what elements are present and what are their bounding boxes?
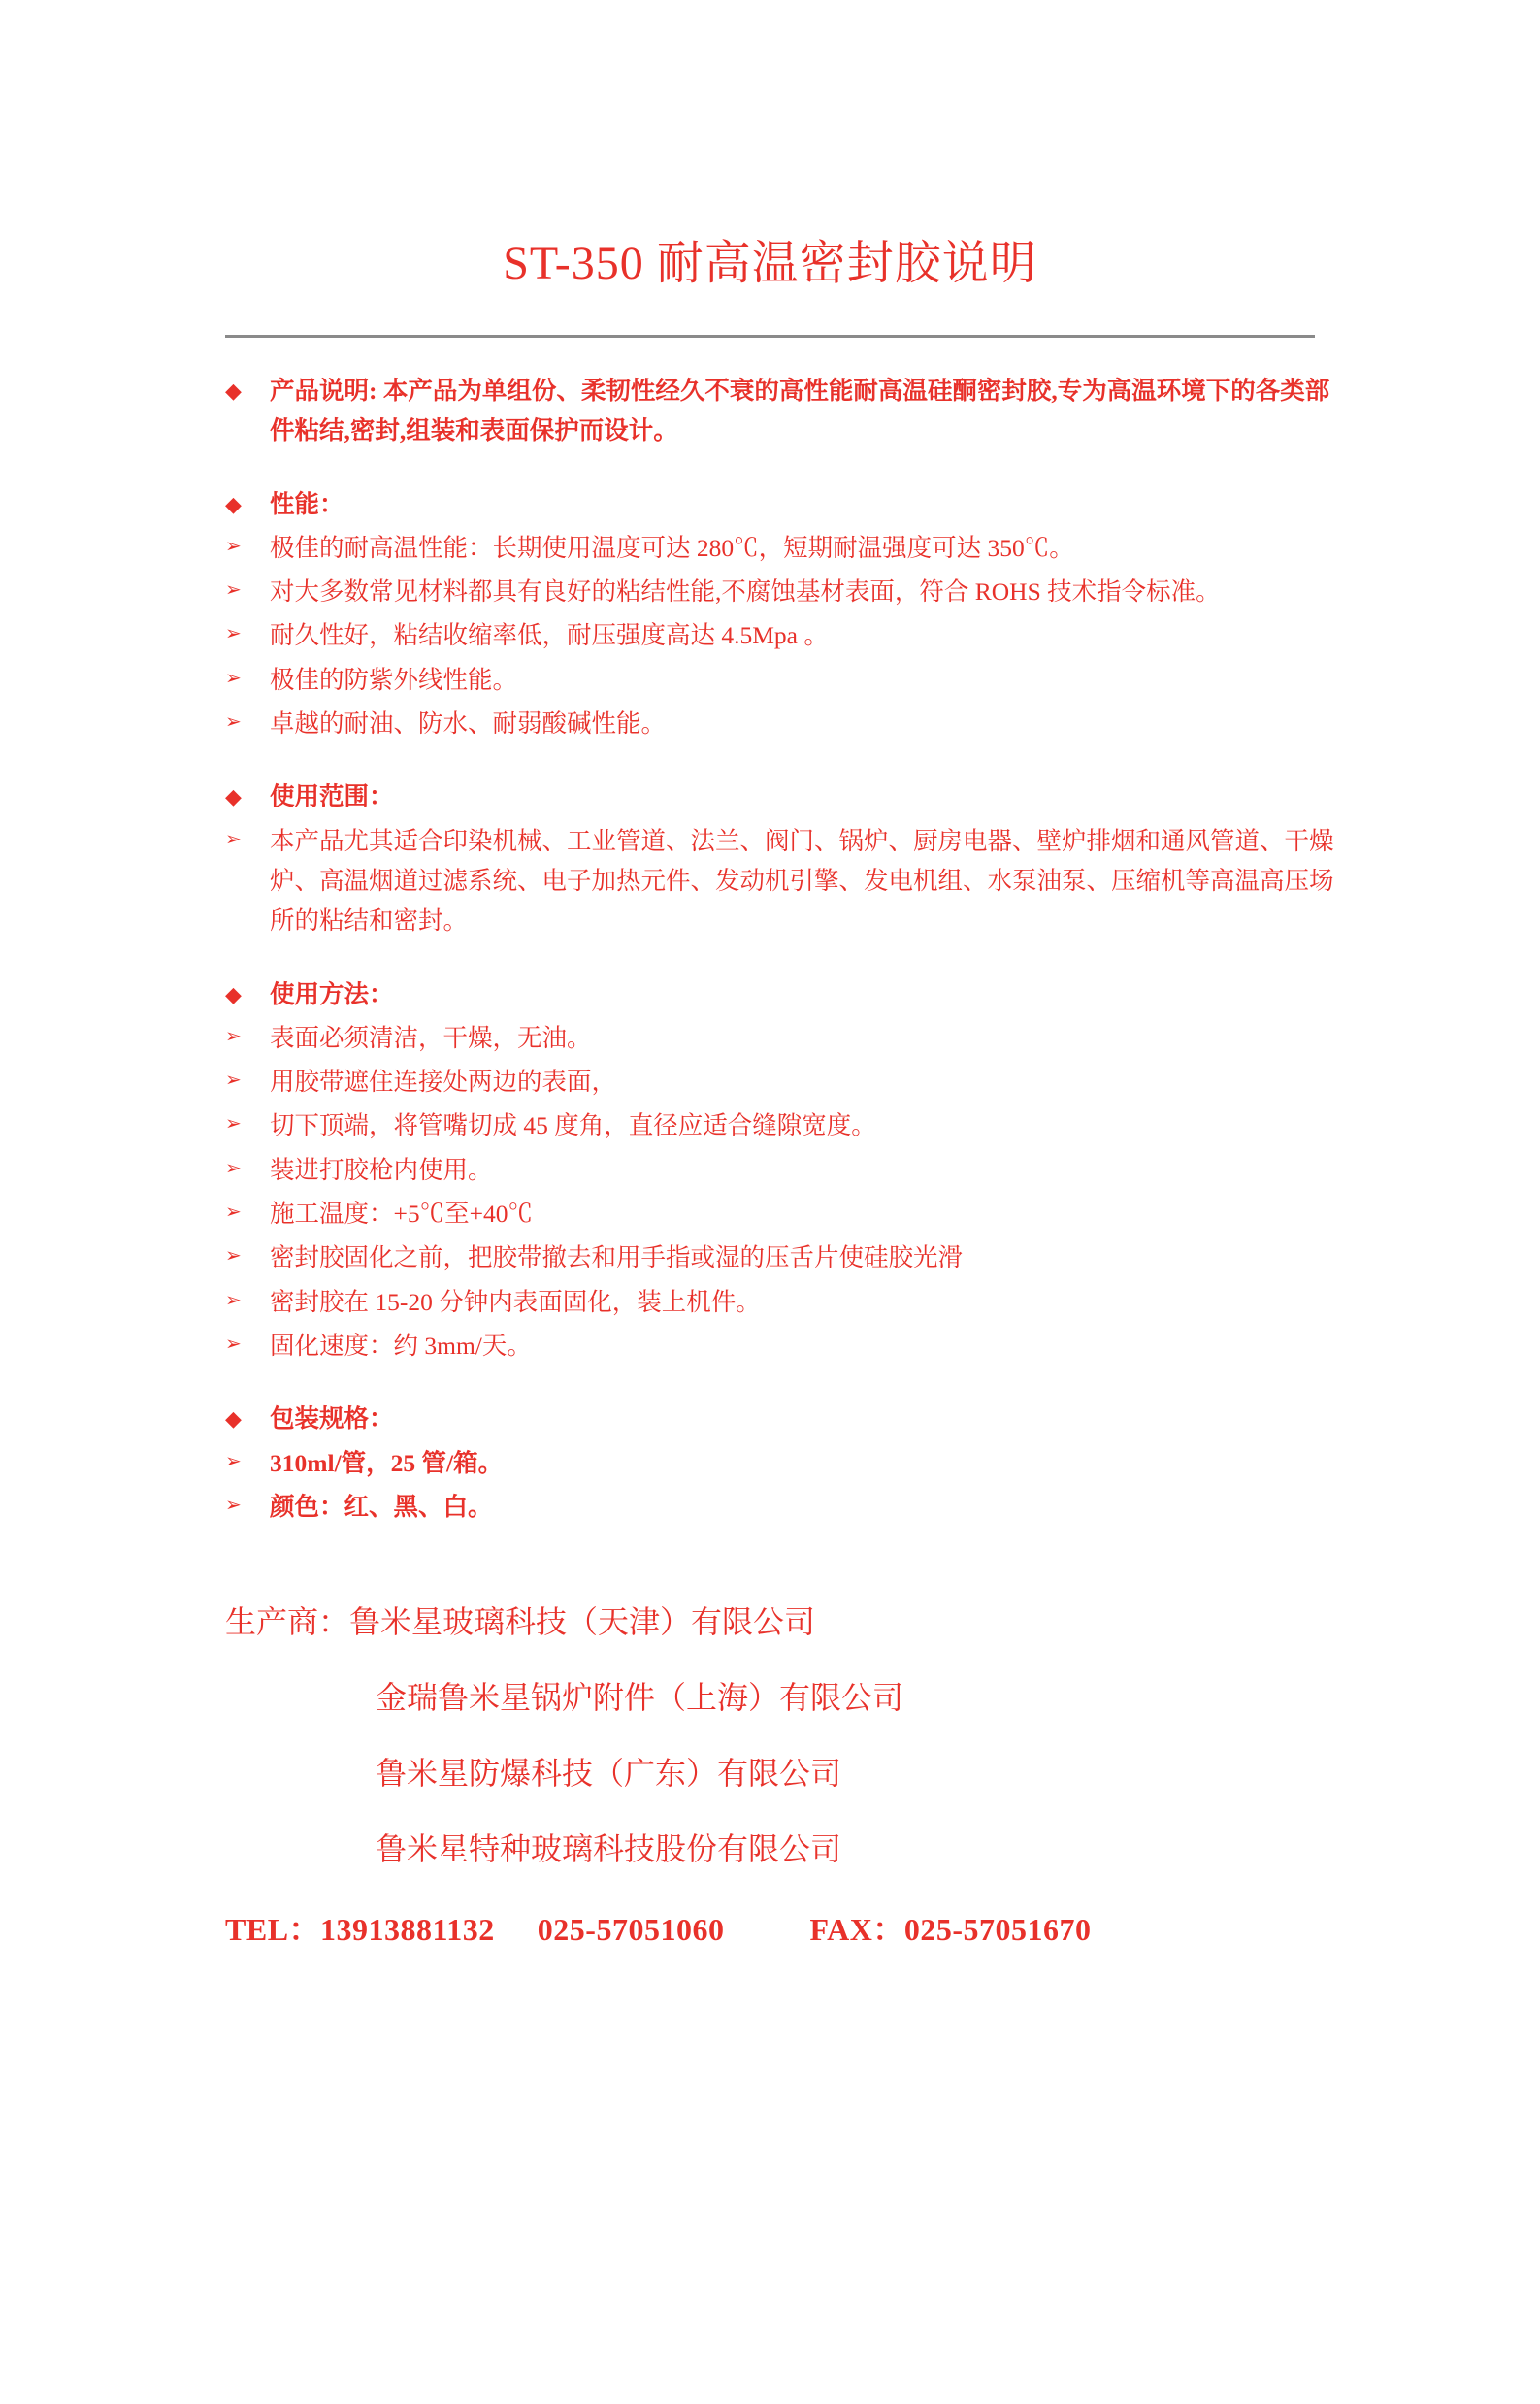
- arrow-bullet-icon: ➢: [225, 1333, 242, 1355]
- arrow-bullet-icon: ➢: [225, 1113, 242, 1136]
- tel-label: TEL：: [225, 1912, 321, 1948]
- list-item-text: 极佳的耐高温性能：长期使用温度可达 280℃，短期耐温强度可达 350℃。: [270, 533, 1074, 562]
- section-heading-row: [225, 776, 1346, 816]
- tel-number-primary: 13913881132: [320, 1912, 495, 1948]
- manufacturer-line: 鲁米星防爆科技（广东）有限公司: [376, 1756, 842, 1792]
- arrow-bullet-icon: ➢: [225, 1070, 242, 1092]
- list-item-text: 产品说明: 本产品为单组份、柔韧性经久不衰的高性能耐高温硅酮密封胶,专为高温环境下的各类部件粘结,密封,组装和表面保护而设计。: [270, 377, 1330, 445]
- list-item: [225, 704, 1346, 743]
- page-title: ST-350 耐高温密封胶说明: [503, 238, 1037, 289]
- list-item-text: 对大多数常见材料都具有良好的粘结性能,不腐蚀基材表面，符合 ROHS 技术指令标准。: [270, 577, 1221, 607]
- document-page: [0, 225, 1540, 2404]
- list-item-text: 耐久性好，粘结收缩率低，耐压强度高达 4.5Mpa 。: [270, 621, 829, 650]
- title-divider: [225, 335, 1315, 338]
- section-usage-method: [225, 974, 1346, 1367]
- arrow-bullet-icon: ➢: [225, 667, 242, 689]
- list-item-text: 固化速度：约 3mm/天。: [270, 1331, 532, 1360]
- list-item-text: 颜色：红、黑、白。: [270, 1492, 493, 1521]
- list-item: [225, 660, 1346, 700]
- section-heading-row: [225, 1399, 1346, 1438]
- arrow-bullet-icon: ➢: [225, 828, 242, 850]
- arrow-bullet-icon: ➢: [225, 535, 242, 557]
- list-item: [225, 1443, 1346, 1483]
- section-heading: 使用范围：: [270, 782, 394, 811]
- document-content: [225, 371, 1346, 1527]
- diamond-bullet-icon: ◆: [225, 784, 242, 809]
- list-item: [225, 1194, 1346, 1234]
- list-item: [225, 821, 1346, 941]
- arrow-bullet-icon: ➢: [225, 1450, 242, 1472]
- list-item: [225, 615, 1346, 655]
- section-product-description: [225, 371, 1346, 451]
- list-item: [225, 1150, 1346, 1190]
- list-item-text: 极佳的防紫外线性能。: [270, 665, 518, 694]
- list-item-text: 施工温度：+5℃至+40℃: [270, 1200, 534, 1229]
- fax-label: FAX：: [809, 1912, 904, 1948]
- contact-line: [0, 1905, 1540, 1950]
- list-item: [225, 528, 1346, 568]
- diamond-bullet-icon: ◆: [225, 1406, 242, 1432]
- section-heading: 性能：: [270, 489, 344, 518]
- arrow-bullet-icon: ➢: [225, 1202, 242, 1224]
- fax-number: 025-57051670: [903, 1912, 1092, 1948]
- diamond-bullet-icon: ◆: [225, 981, 242, 1006]
- arrow-bullet-icon: ➢: [225, 1494, 242, 1516]
- list-item-text: 切下顶端，将管嘴切成 45 度角，直径应适合缝隙宽度。: [270, 1111, 876, 1140]
- list-item-text: 表面必须清洁，干燥，无油。: [270, 1023, 592, 1052]
- manufacturer-primary: 生产商：鲁米星玻璃科技（天津）有限公司: [225, 1604, 816, 1640]
- manufacturer-line: 金瑞鲁米星锅炉附件（上海）有限公司: [376, 1680, 904, 1716]
- list-item-text: 卓越的耐油、防水、耐弱酸碱性能。: [270, 709, 667, 739]
- list-item: [225, 1105, 1346, 1145]
- section-heading-row: [225, 484, 1346, 524]
- list-item: [225, 371, 1346, 451]
- arrow-bullet-icon: ➢: [225, 1157, 242, 1179]
- diamond-bullet-icon: ◆: [225, 491, 242, 516]
- list-item-text: 密封胶在 15-20 分钟内表面固化，装上机件。: [270, 1287, 761, 1316]
- section-heading: 包装规格：: [270, 1404, 394, 1433]
- list-item: [225, 1326, 1346, 1366]
- section-heading: 使用方法：: [270, 979, 394, 1008]
- list-item: [225, 1237, 1346, 1277]
- list-item-text: 310ml/管，25 管/箱。: [270, 1448, 504, 1477]
- arrow-bullet-icon: ➢: [225, 1245, 242, 1268]
- arrow-bullet-icon: ➢: [225, 579, 242, 602]
- list-item: [225, 1062, 1346, 1102]
- list-item-text: 密封胶固化之前，把胶带撤去和用手指或湿的压舌片使硅胶光滑: [270, 1243, 964, 1272]
- list-item: [225, 1018, 1346, 1058]
- list-item: [225, 572, 1346, 611]
- list-item: [225, 1487, 1346, 1527]
- list-item-text: 装进打胶枪内使用。: [270, 1155, 493, 1184]
- list-item: [225, 1282, 1346, 1322]
- arrow-bullet-icon: ➢: [225, 711, 242, 734]
- arrow-bullet-icon: ➢: [225, 1289, 242, 1311]
- list-item-text: 本产品尤其适合印染机械、工业管道、法兰、阀门、锅炉、厨房电器、壁炉排烟和通风管道、干燥炉、高温烟道过滤系统、电子加热元件、发动机引擎、发电机组、水泵油泵、压缩机等高温高压场所的粘结和密封。: [270, 826, 1334, 936]
- diamond-bullet-icon: ◆: [225, 379, 242, 403]
- manufacturer-line: 鲁米星特种玻璃科技股份有限公司: [376, 1831, 842, 1867]
- section-heading-row: [225, 974, 1346, 1014]
- section-packaging: [225, 1399, 1346, 1527]
- arrow-bullet-icon: ➢: [225, 1025, 242, 1047]
- tel-number-secondary: 025-57051060: [537, 1912, 725, 1948]
- section-applications: [225, 776, 1346, 940]
- section-performance: [225, 484, 1346, 744]
- manufacturer-block: [0, 1602, 1540, 1868]
- list-item-text: 用胶带遮住连接处两边的表面，: [270, 1068, 617, 1097]
- arrow-bullet-icon: ➢: [225, 623, 242, 645]
